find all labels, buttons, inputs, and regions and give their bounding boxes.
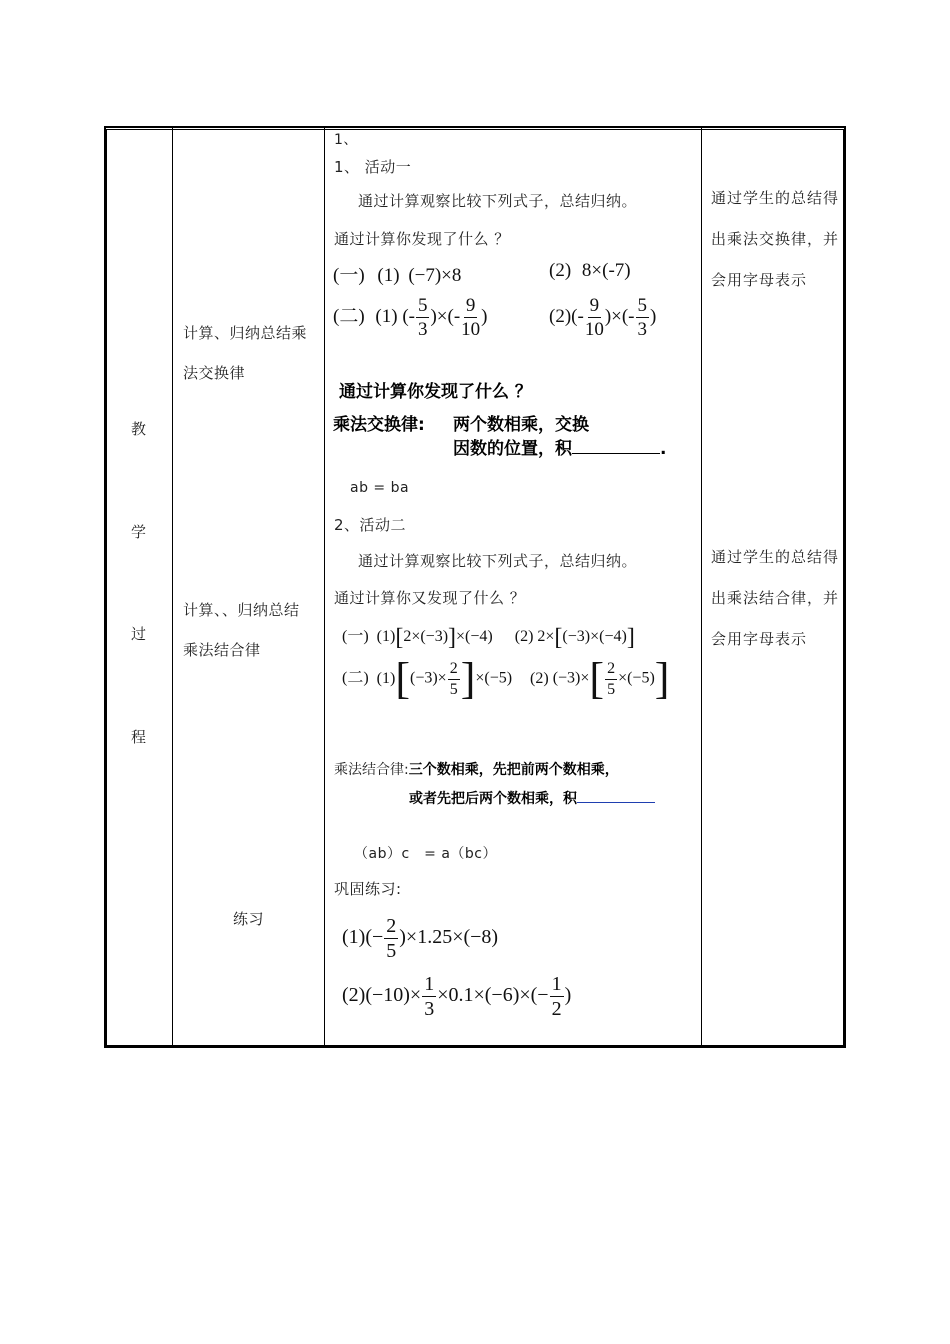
activity1-row1-p2: (2) (549, 260, 572, 281)
practice-exercise-1 (342, 916, 498, 961)
associative-law-line2 (409, 788, 655, 808)
activity1-bold-question: 通过计算你发现了什么 ？ (339, 382, 532, 402)
fraction-2-5: $\frac{2}{5}$ (449, 659, 458, 698)
commutative-law-text1: 两个数相乘，交换 (453, 415, 589, 435)
activity2-row1-e2b: (−3)×(−4) (562, 628, 627, 645)
fraction-1-2: $\frac{1}{2}$ (551, 973, 562, 1020)
activity2-heading: 2、活动二 (334, 516, 407, 534)
top-number: 1、 (334, 132, 358, 148)
step-commutative-line1: 计算、归纳总结乘 (183, 324, 308, 342)
activity2-row1-e2a: 2× (537, 628, 555, 645)
stage-char-2: 学 (131, 523, 147, 541)
activity1-row1-e1: (−7)×8 (408, 265, 462, 286)
activity2-row1-group: (一) (342, 628, 369, 645)
activity2-row1-e1b: ×(−4) (456, 628, 493, 645)
associative-law-line1 (334, 759, 619, 779)
practice-exercise-2 (342, 974, 571, 1019)
activity1-row1-group: (一) (333, 265, 365, 286)
step-associative-line1: 计算、、归纳总结 (183, 601, 300, 619)
activity2-row2-p1: (1) (376, 669, 396, 687)
fraction-1-3: $\frac{1}{3}$ (424, 973, 435, 1020)
associative-law-label: 乘法结合律: (334, 762, 409, 778)
column-divider-2 (324, 128, 325, 1047)
activity2-row1: (一) (1)[2×(−3)]×(−4) (2) 2×[(−3)×(−4)] (342, 624, 635, 651)
fraction-9-10: $\frac{9}{10}$ (461, 295, 481, 340)
activity2-row1-e1a: 2×(−3) (403, 628, 449, 645)
activity2-instruction: 通过计算观察比较下列式子，总结归纳。 (358, 552, 638, 570)
column-divider-1 (172, 128, 173, 1047)
activity1-row2-left: (二) (1) (- $\frac{5}{3}$ )×(- $\frac{9}{10}$ ) (333, 295, 488, 340)
activity1-heading: 1、 活动一 (334, 158, 412, 176)
activity1-question: 通过计算你发现了什么 ？ (334, 230, 510, 248)
fraction-2-5-b: $\frac{2}{5}$ (607, 659, 616, 698)
activity1-row1-right (549, 260, 631, 282)
practice-ex1-rest: )×1.25×(−8) (399, 926, 499, 949)
activity2-row2-e1a: (−3)× (409, 669, 447, 687)
activity2-row2: (二) (1)[(−3)× $\frac{2}{5}$ ]×(−5) (2) (−3)×[ $\frac{2}{5}$ ×(−5)] (342, 654, 670, 703)
note-commutative: 通过学生的总结得出乘法交换律，并会用字母表示 (711, 189, 840, 289)
column-divider-3 (701, 128, 702, 1047)
associative-law-text2: 或者先把后两个数相乘，积 (409, 791, 577, 807)
step-associative-line2: 乘法结合律 (183, 641, 261, 659)
fraction-2-5-c: $\frac{2}{5}$ (386, 915, 397, 962)
commutative-law-label: 乘法交换律: (333, 415, 425, 435)
practice-label: 巩固练习: (334, 880, 402, 898)
commutative-formula: ab = ba (350, 480, 410, 496)
stage-char-3: 过 (131, 625, 147, 643)
activity2-row2-group: (二) (342, 669, 369, 687)
activity1-instruction: 通过计算观察比较下列式子，总结归纳。 (358, 192, 638, 210)
step-practice: 练习 (233, 910, 265, 928)
activity1-row2-p2: (2) (549, 305, 572, 327)
fraction-5-3-b: $\frac{5}{3}$ (637, 295, 648, 340)
practice-ex2-end: ) (564, 984, 572, 1007)
activity2-row1-p1: (1) (376, 628, 396, 645)
activity1-row1-left (333, 260, 461, 287)
practice-ex1-prefix: (1)(− (342, 926, 384, 949)
associative-law-text1: 三个数相乘，先把前两个数相乘， (408, 762, 619, 778)
activity2-row2-p2: (2) (530, 669, 549, 687)
activity1-row2-group: (二) (333, 305, 365, 327)
activity1-row1-e2: 8×(-7) (581, 260, 631, 281)
stage-char-4: 程 (131, 728, 147, 746)
answer-blank-2[interactable] (577, 788, 655, 803)
activity2-question: 通过计算你又发现了什么 ？ (334, 589, 526, 607)
activity1-row2-p1: (1) (375, 305, 398, 327)
activity2-row1-p2: (2) (514, 628, 534, 645)
commutative-law-text2: 因数的位置，积 . (453, 439, 667, 459)
associative-formula: （ab）c = a（bc） (354, 846, 498, 862)
activity2-row2-e2b: ×(−5) (618, 669, 655, 687)
note-associative: 通过学生的总结得出乘法结合律，并会用字母表示 (711, 548, 840, 648)
activity2-row2-e2a: (−3)× (552, 669, 590, 687)
step-commutative-line2: 法交换律 (183, 364, 246, 382)
fraction-5-3: $\frac{5}{3}$ (417, 295, 428, 340)
answer-blank-1[interactable] (572, 437, 660, 454)
practice-ex2-mid: ×0.1×(−6)×(− (437, 984, 549, 1007)
stage-char-1: 教 (131, 420, 147, 438)
activity1-row2-right: (2)(- $\frac{9}{10}$ )×(- $\frac{5}{3}$ ) (549, 295, 657, 340)
activity1-row1-p1: (1) (377, 265, 400, 286)
practice-ex2-prefix: (2)(−10)× (342, 984, 422, 1007)
fraction-9-10-b: $\frac{9}{10}$ (584, 295, 604, 340)
activity2-row2-e1b: ×(−5) (475, 669, 513, 687)
